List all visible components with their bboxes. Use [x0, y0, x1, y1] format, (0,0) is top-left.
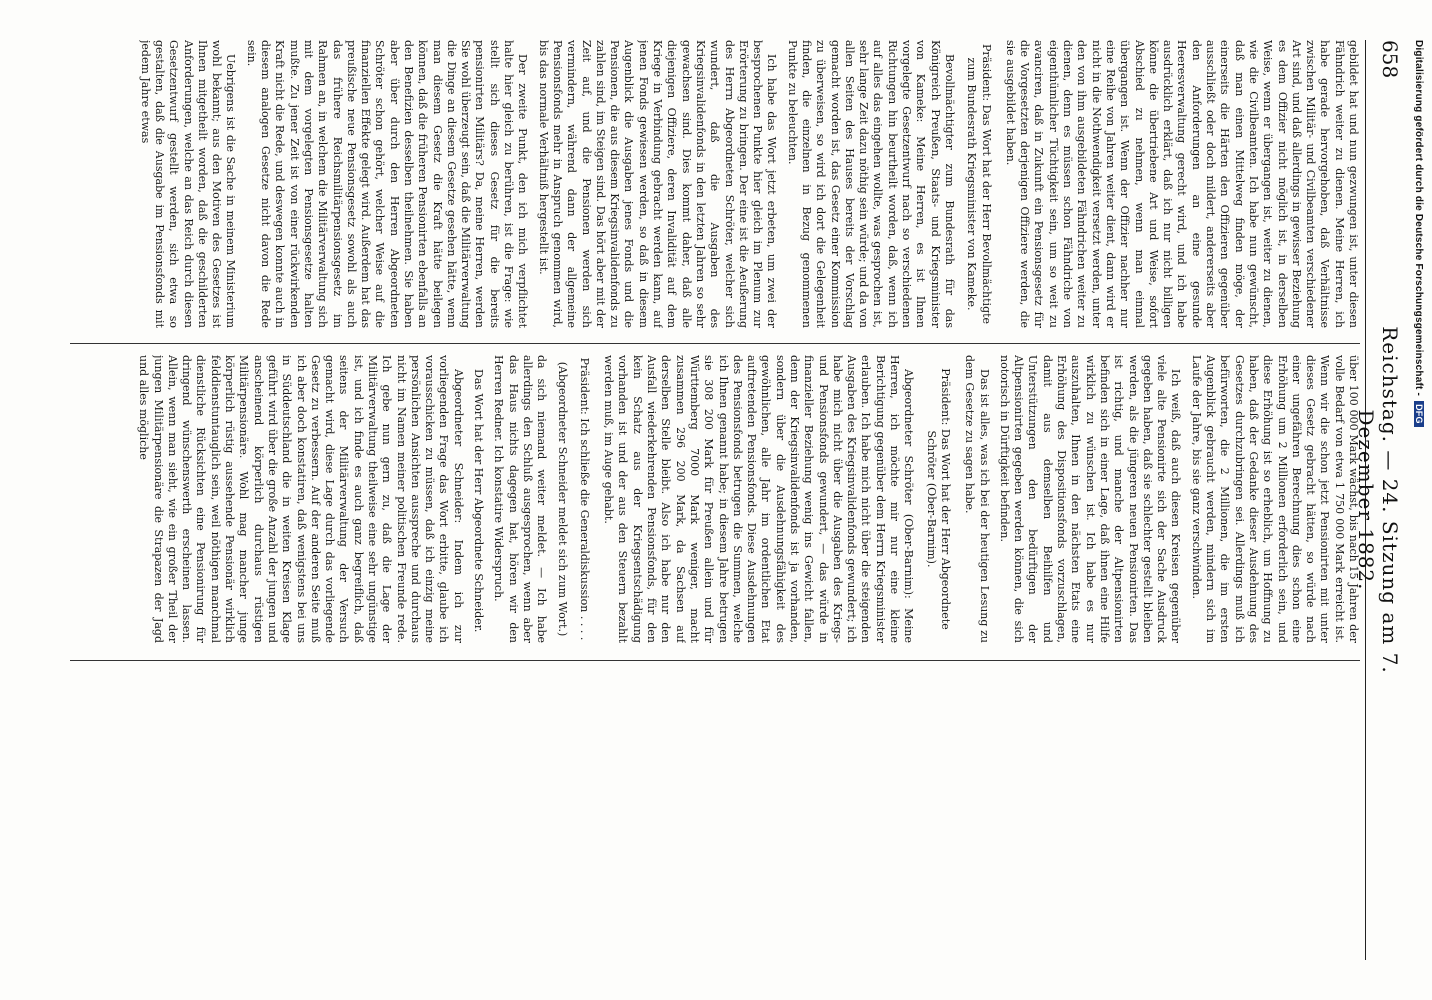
paragraph: gebildet hat und nun gezwungen ist, unter diesen Fähndrich weiter zu dienen. Meine Herren, ich habe gerade hervorgehoben, daß Verhältnisse zwischen Militär- und Civilbeamten verschiedener Art sind, und daß allerdings in gewisser Beziehung es dem Offizier nicht möglich ist, in derselben Weise, wenn er übergangen ist, weiter zu dienen, wie die Civilbeamten. Ich habe nun gewünscht, daß man einen Mittelweg finden möge, der einerseits die Härten den Offizieren gegenüber ausschließt oder doch mildert, andererseits aber den Anforderungen an eine gesunde Heeresverwaltung gerecht wird, und ich habe ausdrücklich erklärt, daß ich nur nicht billigen könne die übertriebene Art und Weise, sofort Abschied zu nehmen, wenn man einmal übergangen ist. Wenn der Offizier nachher nur eine Reihe von Jahren weiter dient, dann wird er nicht in die Nothwendigkeit versetzt werden, unter den von ihm ausgebildeten Fähndrichen weiter zu dienen, denn es müssen schon Fähndriche von eigenthümlicher Tüchtigkeit sein, um so weit zu avanciren, daß in Zukunft ein Pensionsgesetz für die Vorgesetzten derjenigen Offiziere werden, die sie ausgebildet haben. — [1003, 40, 1360, 328]
paragraph: über 100 000 Mark wächst, bis nach 15 Jahren der volle Bedarf von etwa 1 750 000 Mark erreicht ist. Wenn wir die schon jetzt Pensionirten mit unter dieses Gesetz gebracht hätten, so würde nach einer ungefähren Berechnung dies schon eine Erhöhung um 2 Millionen erforderlich sein, und diese Erhöhung ist so erheblich, um Hoffnung zu haben, daß der Gedanke dieser Ausdehnung des Gesetzes durchzubringen sei. Allerdings muß ich befürworten, die 2 Millionen, die im ersten Augenblick gebraucht werden, mindern sich im Laufe der Jahre, bis sie ganz verschwinden. — [1189, 355, 1360, 643]
paragraph: Ich habe das Wort jetzt erbeten, um zwei der besprochenen Punkte hier gleich im Plenum zur Erörterung zu bringen. Der eine ist die Aeußerung des Herrn Abgeordneten Schröter, welcher sich wundert, daß die Ausgaben des Kriegsinvalidenfonds in den letzten Jahren so sehr gewachsen sind. Dies kommt daher, daß alle diejenigen Offiziere, deren Invalidität auf dem Kriege in Verbindung gebracht werden kann, auf jenen Fonds gewiesen werden, so daß in diesem Augenblick die Ausgaben jenes Fonds und die Pensionen, die aus diesem Kriegsinvalidenfonds zu zahlen sind, im Steigen sind. Das hört aber mit der Zeit auf, und die Pensionen werden sich vermindern, während dann der allgemeine Pensionsfonds mehr in Anspruch genommen wird, bis das normale Verhältniß hergestellt ist. — [536, 40, 779, 328]
dfg-logo: DFG — [1414, 401, 1424, 427]
speaker-line: Präsident: Ich schließe die Generaldiskussion . . . . — [577, 357, 591, 641]
running-title: Reichstag. — 24. Sitzung am 7. Dezember 1882. — [1354, 326, 1402, 674]
page-number: 658 — [1378, 40, 1402, 79]
paragraph: Abgeordneter Schröter (Ober-Barnim): Meine Herren, ich möchte mir nur eine kleine Berichtigung gegenüber dem Herrn Kriegsminister erlauben. Ich habe mich nicht über die steigenden Ausgaben des Kriegsinvalidenfonds gewundert; ich habe mich nicht über die Ausgaben des Kriegs- und Pensionsfonds gewundert, — das würde in finanzieller Beziehung wenig ins Gewicht fallen, denn der Kriegsinvalidenfonds ist ja vorhanden, sondern über die Ausdehnungsfähigkeit des gewöhnlichen, alle Jahr im ordentlichen Etat auftretenden Pensionsfonds. Diese Ausdehnungen des Pensionsfonds betrugen die Summen, welche ich Ihnen genannt habe; in diesem Jahre betrugen sie 308 200 Mark für Preußen allein und für Württemberg 7000 Mark weniger, macht zusammen 296 200 Mark, da Sachsen auf derselben Stelle bleibt. Also ich habe nur den Ausfall wiederkehrenden Pensionsfonds, für den kein Schatz aus der Kriegsentschädigung vorhanden ist und der aus den Steuern bezahlt werden muß, im Auge gehabt. — [602, 355, 916, 643]
paragraph: (Abgeordneter Schneider meldet sich zum Wort.) — [555, 361, 569, 637]
paragraph: Das Wort hat der Herr Abgeordnete Schneider. — [472, 369, 486, 633]
paragraph: Das ist alles, was ich bei der heutigen Lesung zu dem Gesetze zu sagen habe. — [963, 355, 991, 643]
column-divider — [70, 343, 1360, 344]
paragraph: Uebrigens ist die Sache in meinem Ministerium wohl bekannt; aus den Motiven des Gesetzes ist Ihnen mitgetheilt worden, daß die geschilderten Anforderungen, welche an das Reich durch diesen Gesetzentwurf gestellt werden, sich etwa so gestalten, daß die Ausgabe im Pensionsfonds mit jedem Jahre etwas — [138, 40, 238, 328]
digitization-footer — [1408, 40, 1426, 970]
funding-note: Digitalisierung gefördert durch die Deutsche Forschungsgemeinschaft - — [1413, 40, 1424, 397]
text-column-3 — [70, 672, 1360, 960]
speaker-line: Präsident: Das Wort hat der Herr Bevollmächtigte zum Bundesrath Kriegsminister von Kameke. — [965, 43, 993, 325]
text-column-1 — [70, 40, 1360, 328]
paragraph: Abgeordneter Schneider: Indem ich zur vorliegenden Frage das Wort erbitte, glaube ich vorausschicken zu müssen, daß ich einzig meine persönlichen Ansichten ausspreche und durchaus nicht im Namen meiner politischen Freunde rede. Ich gebe nun gern zu, daß die Lage der Militärverwaltung theilweise eine sehr ungünstige ist, und ich finde es auch ganz begreiflich, daß seitens der Militärverwaltung der Versuch gemacht wird, diese Lage durch das vorliegende Gesetz zu verbessern. Auf der anderen Seite muß ich aber doch konstatiren, daß wenigstens bei uns in Süddeutschland die in weiten Kreisen Klage geführt wird über die große Anzahl der jungen und anscheinend körperlich durchaus rüstigen Militärpensionäre. Wohl mag mancher junge körperlich rüstig aussehende Pensionär wirklich felddienstuntauglich sein, weil nöthigen manchmal dienstliche Rücksichten eine Pensionirung für dringend wünschenswerth erscheinen lassen. Allein, wenn man sieht, wie ein großer Theil der jungen Militärpensionäre die Strapazen der Jagd und alles mögliche — [137, 355, 465, 643]
paragraph: da sich niemand weiter meldet. — Ich habe allerdings den Schluß ausgesprochen, wenn aber das Haus nichts dagegen hat, hören wir den Herren Redner. Ich konstatire Widerspruch. — [492, 355, 549, 643]
text-column-2 — [70, 355, 1360, 643]
page-header — [1354, 40, 1410, 960]
column-divider — [70, 660, 1360, 661]
paragraph: Der zweite Punkt, den ich mich verpflichtet halte hier gleich zu berühren, ist die Frage: wie stellt sich dieses Gesetz für die bereits pensionirten Militärs? Da, meine Herren, werden Sie wohl überzeugt sein, daß die Militärverwaltung die Dinge an diesem Gesetze gesehen hätte, wenn man diesem Gesetz die Kraft hätte beilegen können, daß die früheren Pensionirten ebenfalls an den Benefizien desselben theilnehmen. Sie haben aber über durch den Herren Abgeordneten Schröter schon gehört, welcher Weise auf die finanziellen Effekte gelegt wird. Außerdem hat das preußische neue Pensionsgesetz sowohl als auch das frühere Reichsmilitärpensionsgesetz im Rahmen an, in welchem die Militärverwaltung sich mit dem vorgelegten Pensionsgesetze halten mußte. Zu jener Zeit ist von einer rückwirkenden Kraft nicht die Rede, und deswegen konnte auch in diesem analogen Gesetze nicht davon die Rede sein. — [244, 40, 530, 328]
speaker-line: Präsident: Das Wort hat der Herr Abgeordnete Schröter (Ober-Barnim). — [924, 368, 952, 630]
rotated-page — [60, 40, 1410, 960]
paragraph: Ich weiß, daß auch diesen Kreisen gegenüber viele alte Pensionirte sich der Sache Ausdruck gegeben haben, daß sie schlechter gestellt bleiben werden, als die jüngeren neuen Pensionirten. Das ist richtig, und manche der Altpensionirten befinden sich in einer Lage, daß ihnen eine Hilfe wirklich zu wünschen ist. Ich habe es nur auszuhalten, Ihnen in den nächsten Etats eine Erhöhung des Dispositionsfonds vorzuschlagen, damit aus demselben Beihilfen und Unterstützungen den bedürftigen der Altpensionirten gegeben werden können, die sich notorisch in Dürftigkeit befinden. — [997, 355, 1183, 643]
paragraph: Bevollmächtigter zum Bundesrath für das Königreich Preußen, Staats- und Kriegsminister von Kameke: Meine Herren, es ist Ihnen vorgelegte Gesetzentwurf nach so verschiedenen Richtungen hin beurtheilt worden, daß, wenn ich auf alles das eingehen wollte, was gesprochen ist, sehr lange Zeit dazu nöthig sein würde; und da von allen Seiten des Hauses bereits der Vorschlag gemacht worden ist, das Gesetz einer Kommission zu überweisen, so wird ich dort die Gelegenheit finden, die einzelnen in Bezug genommenen Punkte zu beleuchten. — [785, 40, 956, 328]
